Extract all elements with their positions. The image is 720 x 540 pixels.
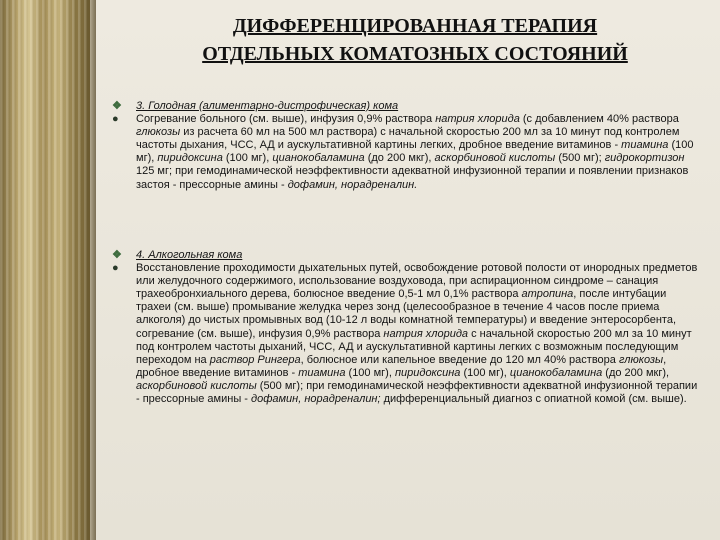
section-heading-row xyxy=(112,249,702,262)
section-body: Восстановление проходимости дыхательных путей, освобождение ротовой полости от инородных предметов или желудочного содержимого, использование воздуховода, при аспирационном синдроме – санация трахеобронхиального дерева, болюсное введение 0,5-1 мл 0,1% раствора атропина, после интубации трахеи (см. выше) промывание желудка через зонд (целесообразное в течение 4 часов после приема алкоголя) до чистых промывных вод (10-12 л воды комнатной температуры) и введение энтеросорбента, согревание (см. выше), инфузия 0,9% раствора натрия хлорида с начальной скоростью 200 мл за 10 минут под контролем частоты дыханий, ЧСС, АД и аускультативной картины легких с возможным последующим переходом на раствор Рингера, болюсное или капельное введение до 120 мл 40% раствора глюкозы, дробное введение витаминов - тиамина (100 мг), пиридоксина (100 мг), цианокобаламина (до 200 мкг), аскорбиновой кислоты (500 мг); при гемодинамической неэффективности адекватной инфузионной терапии - прессорные амины - дофамин, норадреналин; дифференциальный диагноз с опиатной комой (см. выше). xyxy=(136,262,698,406)
decorative-gold-band xyxy=(0,0,96,540)
title-line-1: ДИФФЕРЕНЦИРОВАННАЯ ТЕРАПИЯ xyxy=(232,15,598,37)
band-bevel xyxy=(90,0,96,540)
slide-title xyxy=(130,12,700,68)
section-body: Согревание больного (см. выше), инфузия 0,9% раствора натрия хлорида (с добавлением 40% раствора глюкозы из расчета 60 мл на 500 мл раствора) с начальной скоростью 200 мл за 10 минут под контролем частоты дыхания, ЧСС, АД и аускультативной картины легких, дробное введение витаминов - тиамина (100 мг), пиридоксина (100 мг), цианокобаламина (до 200 мкг), аскорбиновой кислоты (500 мг); гидрокортизон 125 мг; при гемодинамической неэффективности адекватной инфузионной терапии и появлении признаков застоя - прессорные амины - дофамин, норадреналин. xyxy=(136,113,694,191)
section-alcohol-coma xyxy=(112,249,702,406)
dot-bullet-icon: ● xyxy=(112,113,119,126)
diamond-bullet-icon: ❖ xyxy=(112,100,122,112)
section-hunger-coma xyxy=(112,100,702,192)
section-body-row xyxy=(112,113,702,192)
section-body-row xyxy=(112,262,702,406)
title-line-2: ОТДЕЛЬНЫХ КОМАТОЗНЫХ СОСТОЯНИЙ xyxy=(202,43,628,65)
section-heading: 4. Алкогольная кома xyxy=(136,249,243,261)
section-heading: 3. Голодная (алиментарно-дистрофическая) кома xyxy=(136,100,399,112)
diamond-bullet-icon: ❖ xyxy=(112,249,122,261)
section-heading-row xyxy=(112,100,702,113)
dot-bullet-icon: ● xyxy=(112,262,119,275)
